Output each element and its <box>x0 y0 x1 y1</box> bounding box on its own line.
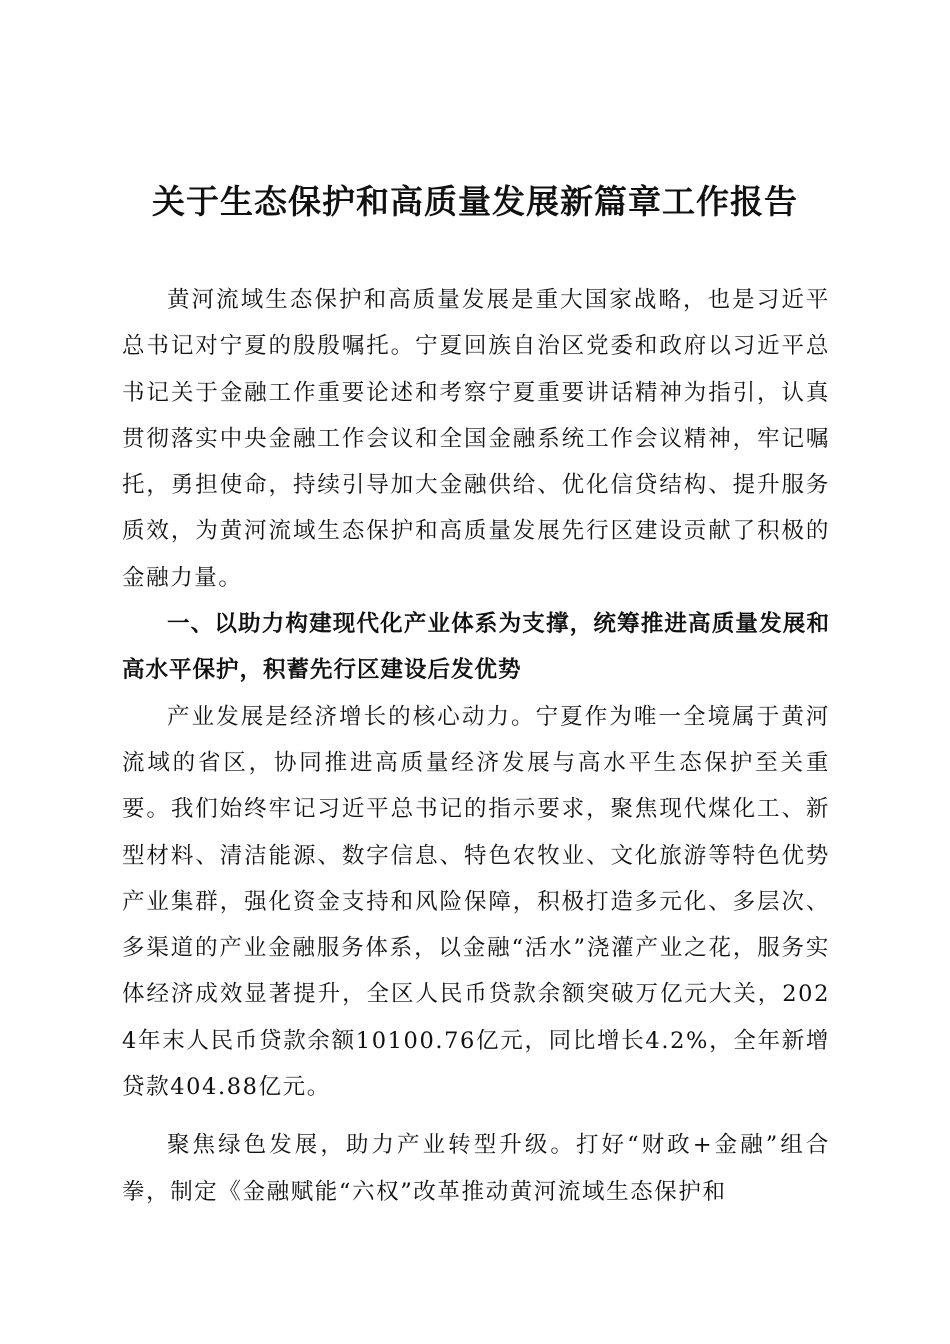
section-paragraph: 产业发展是经济增长的核心动力。宁夏作为唯一全境属于黄河流域的省区，协同推进高质量经济发展与高水平生态保护至关重要。我们始终牢记习近平总书记的指示要求，聚焦现代煤化工、新型材料、清洁能源、数字信息、特色农牧业、文化旅游等特色优势产业集群，强化资金支持和风险保障，积极打造多元化、多层次、多渠道的产业金融服务体系，以金融“活水”浇灌产业之花，服务实体经济成效显著提升，全区人民币贷款余额突破万亿元大关，2024年末人民币贷款余额10100.76亿元，同比增长4.2%，全年新增贷款404.88亿元。 <box>122 703 830 1101</box>
paragraph-gap <box>122 1110 830 1122</box>
section-paragraph: 聚焦绿色发展，助力产业转型升级。打好“财政+金融”组合拳，制定《金融赋能“六权”改革推动黄河流域生态保护和 <box>122 1132 830 1205</box>
intro-paragraph: 黄河流域生态保护和高质量发展是重大国家战略，也是习近平总书记对宁夏的殷殷嘱托。宁夏回族自治区党委和政府以习近平总书记关于金融工作重要论述和考察宁夏重要讲话精神为指引，认真贯彻落实中央金融工作会议和全国金融系统工作会议精神，牢记嘱托，勇担使命，持续引导加大金融供给、优化信贷结构、提升服务质效，为黄河流域生态保护和高质量发展先行区建设贡献了积极的金融力量。 <box>122 287 830 591</box>
document-title: 关于生态保护和高质量发展新篇章工作报告 <box>152 182 798 221</box>
document-body <box>122 277 830 1215</box>
section-heading: 一、以助力构建现代化产业体系为支撑，统筹推进高质量发展和高水平保护，积蓄先行区建设后发优势 <box>122 611 830 684</box>
